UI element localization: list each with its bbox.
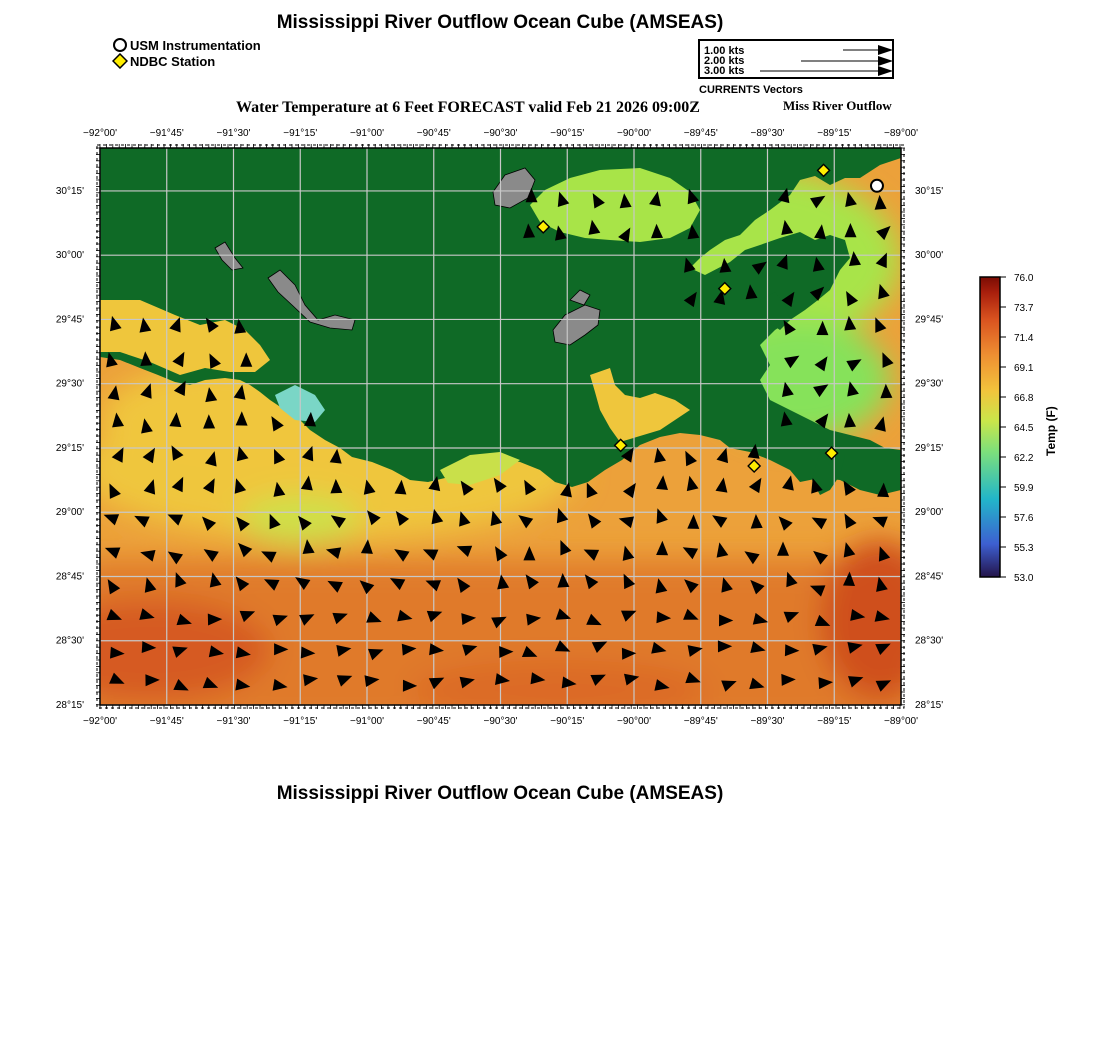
map-subtitle: Water Temperature at 6 Feet FORECAST valid Feb 21 2026 09:00Z bbox=[236, 99, 700, 116]
lon-tick-label-top: −90°15' bbox=[550, 128, 585, 139]
lat-tick-label-left: 29°45' bbox=[55, 314, 84, 326]
lat-tick-label-right: 28°45' bbox=[915, 571, 944, 583]
usm-legend-row bbox=[112, 37, 261, 53]
colorbar-ticks bbox=[1000, 273, 1034, 584]
colorbar-tick-label: 59.9 bbox=[1014, 483, 1034, 494]
lon-tick-label-bottom: −91°45' bbox=[149, 716, 184, 727]
usm-station-marker[interactable] bbox=[871, 180, 883, 192]
colorbar-tick-label: 55.3 bbox=[1014, 543, 1034, 554]
vector-legend-label-2: 2.00 kts bbox=[704, 55, 745, 67]
lon-tick-label-bottom: −91°30' bbox=[216, 716, 251, 727]
lat-tick-label-right: 29°45' bbox=[915, 314, 944, 326]
lon-tick-label-bottom: −90°30' bbox=[483, 716, 518, 727]
lon-tick-label-top: −91°00' bbox=[350, 128, 384, 139]
lat-tick-label-left: 30°15' bbox=[55, 185, 84, 197]
vector-legend-box bbox=[698, 39, 894, 79]
lat-tick-label-right: 28°30' bbox=[915, 635, 944, 647]
colorbar-tick-label: 71.4 bbox=[1014, 333, 1034, 344]
marker-legend bbox=[112, 37, 261, 69]
lon-tick-label-top: −89°15' bbox=[817, 128, 852, 139]
vector-legend-arrows bbox=[700, 41, 896, 81]
map-plot bbox=[0, 115, 960, 740]
colorbar-title: Temp (F) bbox=[1044, 406, 1058, 456]
lon-tick-label-top: −90°00' bbox=[617, 128, 651, 139]
lat-tick-label-right: 28°15' bbox=[915, 700, 944, 711]
lat-tick-label-left: 28°15' bbox=[55, 700, 84, 711]
lon-tick-label-top: −90°30' bbox=[483, 128, 518, 139]
colorbar-tick-label: 76.0 bbox=[1014, 273, 1034, 284]
vector-legend-label-3: 3.00 kts bbox=[704, 65, 745, 77]
lat-tick-label-right: 30°15' bbox=[915, 185, 944, 197]
lon-tick-label-bottom: −89°30' bbox=[750, 716, 785, 727]
lat-tick-label-left: 28°30' bbox=[55, 635, 84, 647]
region-label: Miss River Outflow bbox=[783, 98, 892, 113]
lat-tick-label-left: 29°00' bbox=[55, 507, 84, 519]
lon-tick-label-bottom: −90°15' bbox=[550, 716, 585, 727]
lon-tick-label-top: −89°45' bbox=[683, 128, 718, 139]
ndbc-legend-row bbox=[112, 53, 261, 69]
warm-patch-south bbox=[410, 660, 710, 720]
lon-tick-label-top: −92°00' bbox=[83, 128, 117, 139]
colorbar-tick-label: 53.0 bbox=[1014, 573, 1034, 584]
colorbar-tick-label: 57.6 bbox=[1014, 513, 1034, 524]
lon-tick-label-bottom: −91°15' bbox=[283, 716, 318, 727]
lon-tick-label-top: −89°30' bbox=[750, 128, 785, 139]
lon-tick-label-top: −91°15' bbox=[283, 128, 318, 139]
lon-tick-label-bottom: −90°00' bbox=[617, 716, 651, 727]
top-title: Mississippi River Outflow Ocean Cube (AMSEAS) bbox=[276, 12, 724, 33]
ndbc-marker-icon bbox=[112, 53, 128, 69]
lat-tick-label-right: 29°30' bbox=[915, 378, 944, 390]
colorbar-tick-label: 64.5 bbox=[1014, 423, 1034, 434]
lat-tick-label-right: 29°15' bbox=[915, 442, 944, 454]
colorbar-tick-label: 66.8 bbox=[1014, 393, 1034, 404]
usm-marker-icon bbox=[112, 37, 128, 53]
lon-tick-label-top: −91°45' bbox=[149, 128, 184, 139]
lat-tick-label-left: 28°45' bbox=[55, 571, 84, 583]
lon-tick-label-bottom: −89°45' bbox=[683, 716, 718, 727]
lat-tick-label-left: 30°00' bbox=[55, 250, 84, 262]
bottom-title: Mississippi River Outflow Ocean Cube (AMSEAS) bbox=[276, 783, 724, 804]
lat-tick-label-right: 29°00' bbox=[915, 507, 944, 519]
lat-tick-label-left: 29°15' bbox=[55, 442, 84, 454]
vector-legend-title: CURRENTS Vectors bbox=[699, 84, 803, 96]
vector-legend-arrowhead-1 bbox=[878, 45, 893, 55]
lon-tick-label-bottom: −91°00' bbox=[350, 716, 384, 727]
colorbar bbox=[970, 270, 1050, 590]
lon-tick-label-top: −89°00' bbox=[884, 128, 918, 139]
lon-tick-label-bottom: −89°15' bbox=[817, 716, 852, 727]
vector-legend-arrowhead-2 bbox=[878, 56, 893, 66]
ndbc-legend-label: NDBC Station bbox=[130, 53, 216, 69]
lat-tick-label-right: 30°00' bbox=[915, 250, 944, 262]
colorbar-tick-label: 73.7 bbox=[1014, 303, 1034, 314]
colorbar-tick-label: 69.1 bbox=[1014, 363, 1034, 374]
lon-tick-label-bottom: −92°00' bbox=[83, 716, 117, 727]
lon-tick-label-top: −90°45' bbox=[416, 128, 451, 139]
usm-legend-label: USM Instrumentation bbox=[130, 37, 261, 53]
vector-legend-arrowhead-3 bbox=[878, 66, 893, 76]
lon-tick-label-bottom: −89°00' bbox=[884, 716, 918, 727]
lon-tick-label-top: −91°30' bbox=[216, 128, 251, 139]
vector-legend-label-1: 1.00 kts bbox=[704, 45, 745, 57]
lat-tick-label-left: 29°30' bbox=[55, 378, 84, 390]
colorbar-gradient bbox=[980, 277, 1000, 577]
lon-tick-label-bottom: −90°45' bbox=[416, 716, 451, 727]
colorbar-tick-label: 62.2 bbox=[1014, 453, 1034, 464]
